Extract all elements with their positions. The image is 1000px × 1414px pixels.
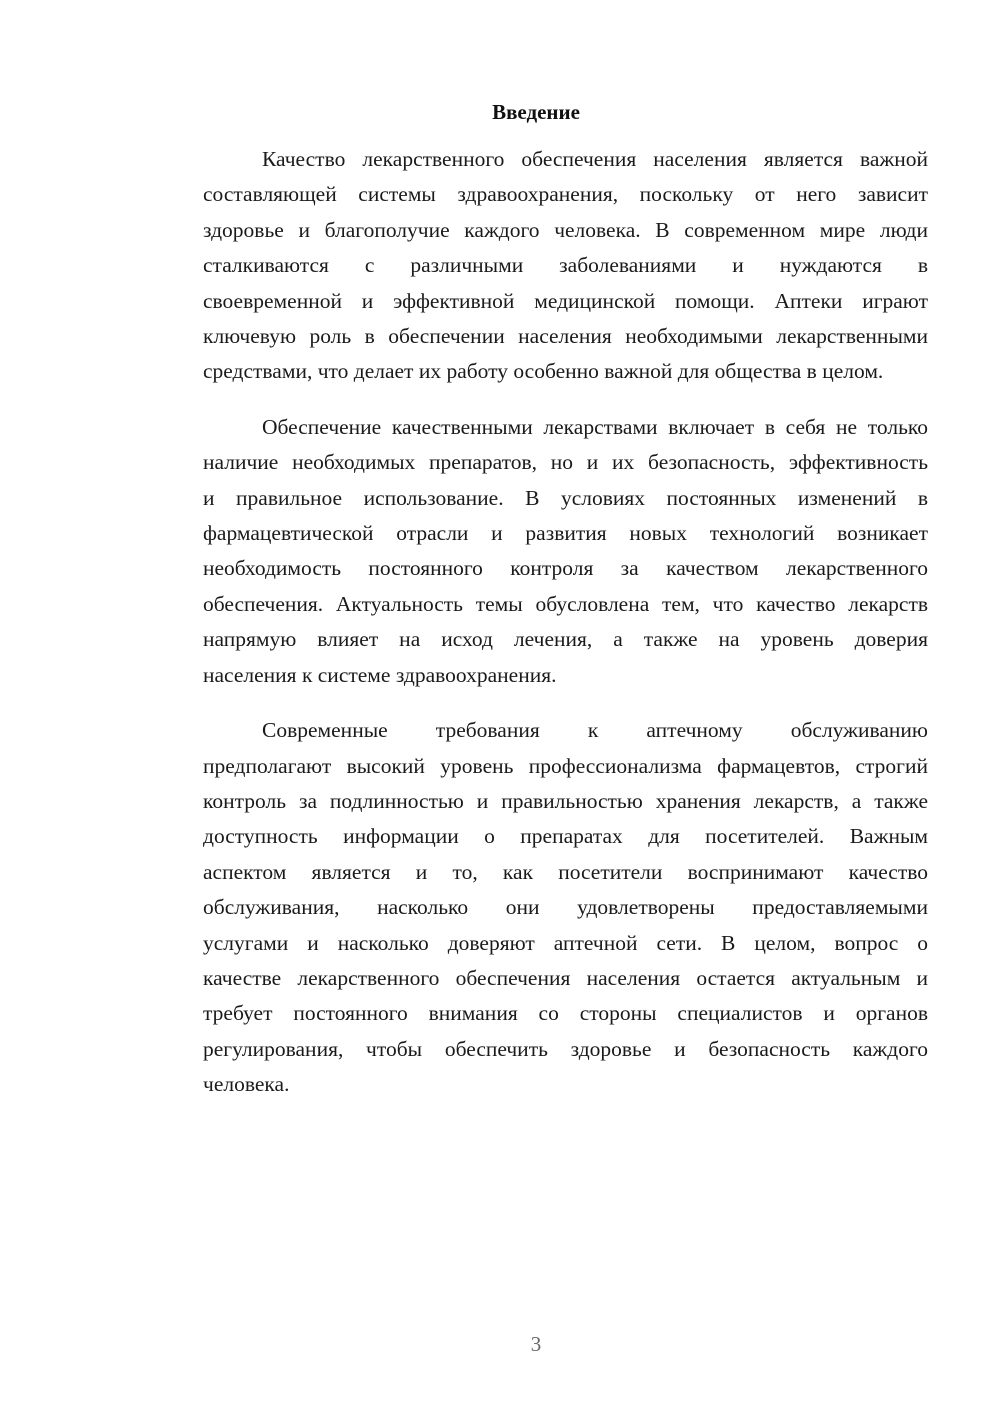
text-line: Качество лекарственного обеспечения населения является важной — [262, 147, 928, 171]
paragraph-3 — [144, 713, 928, 1102]
text-line: напрямую влияет на исход лечения, а также на уровень доверия — [203, 627, 928, 652]
text-line: здоровье и благополучие каждого человека. В современном мире люди — [203, 217, 928, 242]
section-heading: Введение — [492, 100, 580, 124]
text-line: предполагают высокий уровень профессионализма фармацевтов, строгий — [203, 753, 928, 778]
text-line: регулирования, чтобы обеспечить здоровье и безопасность каждого — [203, 1036, 928, 1061]
text-line: обеспечения. Актуальность темы обусловлена тем, что качество лекарств — [203, 591, 928, 616]
text-line: ключевую роль в обеспечении населения необходимыми лекарственными — [203, 324, 928, 349]
text-line: Современные требования к аптечному обслуживанию — [262, 718, 928, 743]
text-line: обслуживания, насколько они удовлетворены предоставляемыми — [203, 895, 928, 920]
text-line: сталкиваются с различными заболеваниями и нуждаются в — [203, 253, 928, 278]
text-line: средствами, что делает их работу особенно важной для общества в целом. — [203, 359, 884, 384]
text-line: необходимость постоянного контроля за качеством лекарственного — [203, 556, 928, 581]
text-line: услугами и насколько доверяют аптечной сети. В целом, вопрос о — [203, 930, 928, 955]
text-line: требует постоянного внимания со стороны специалистов и органов — [203, 1001, 928, 1026]
text-line: Обеспечение качественными лекарствами включает в себя не только — [262, 414, 928, 439]
text-line: населения к системе здравоохранения. — [203, 662, 557, 687]
text-line: и правильное использование. В условиях постоянных изменений в — [203, 485, 928, 510]
paragraph-1 — [144, 142, 928, 390]
text-line: наличие необходимых препаратов, но и их безопасность, эффективность — [203, 450, 928, 475]
text-line: доступность информации о препаратах для посетителей. Важным — [203, 824, 928, 849]
text-line: составляющей системы здравоохранения, поскольку от него зависит — [203, 182, 928, 207]
text-line: фармацевтической отрасли и развития новых технологий возникает — [203, 521, 928, 546]
document-body — [144, 142, 928, 1103]
paragraph-2 — [144, 410, 928, 693]
text-line: своевременной и эффективной медицинской помощи. Аптеки играют — [203, 288, 928, 313]
text-line: контроль за подлинностью и правильностью хранения лекарств, а также — [203, 788, 928, 813]
text-line: качестве лекарственного обеспечения населения остается актуальным и — [203, 965, 928, 990]
text-line: человека. — [203, 1072, 290, 1097]
text-line: аспектом является и то, как посетители воспринимают качество — [203, 859, 928, 884]
page-number: 3 — [530, 1332, 542, 1356]
